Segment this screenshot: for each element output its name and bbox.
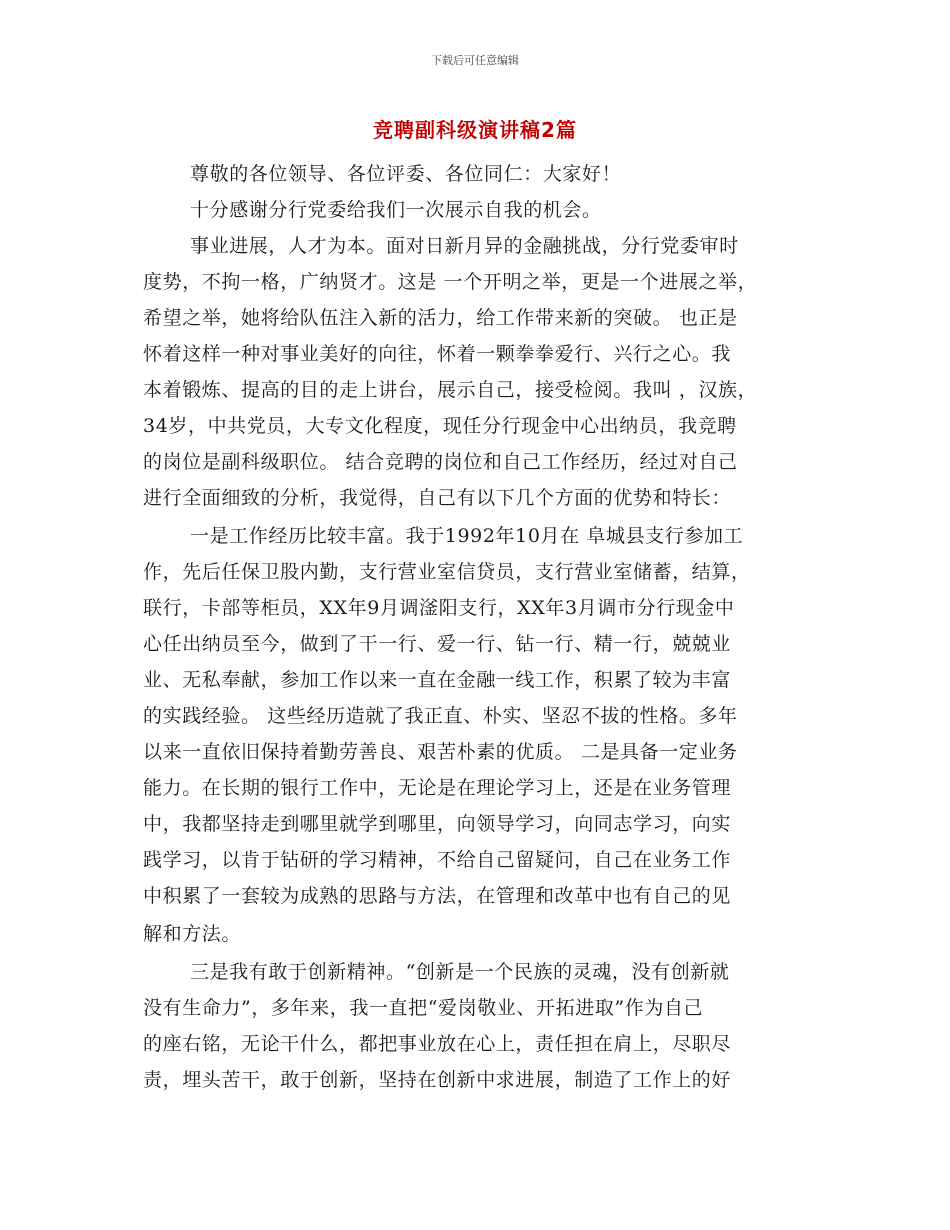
body-line: 本着锻炼、提高的目的走上讲台，展示自己，接受检阅。我叫 ，汉族， <box>143 379 758 401</box>
body-line: 作，先后任保卫股内勤，支行营业室信贷员，支行营业室储蓄，结算， <box>143 561 751 583</box>
body-line: 进行全面细致的分析，我觉得，自己有以下几个方面的优势和特长： <box>143 487 732 509</box>
body-line: 事业进展，人才为本。面对日新月异的金融挑战，分行党委审时 <box>190 235 739 257</box>
header-note: 下载后可任意编辑 <box>431 54 519 67</box>
body-line: 解和方法。 <box>143 923 242 945</box>
body-line: 度势，不拘一格，广纳贤才。这是 一个开明之举，更是一个进展之举， <box>143 271 758 293</box>
body-line: 能力。在长期的银行工作中，无论是在理论学习上，还是在业务管理 <box>143 777 732 799</box>
body-line: 三是我有敢于创新精神。“创新是一个民族的灵魂，没有创新就 <box>190 961 730 983</box>
body-line: 中积累了一套较为成熟的思路与方法，在管理和改革中也有自己的见 <box>143 885 732 907</box>
body-line: 的实践经验。 这些经历造就了我正直、朴实、坚忍不拔的性格。多年 <box>143 705 738 727</box>
body-line: 34岁，中共党员，大专文化程度，现任分行现金中心出纳员，我竞聘 <box>143 415 737 437</box>
body-line: 的岗位是副科级职位。 结合竞聘的岗位和自己工作经历，经过对自己 <box>143 451 738 473</box>
body-line: 责，埋头苦干，敢于创新，坚持在创新中求进展，制造了工作上的好 <box>143 1069 732 1091</box>
body-line: 的座右铭，无论干什么，都把事业放在心上，责任担在肩上，尽职尽 <box>143 1033 732 1055</box>
body-line: 践学习，以肯于钻研的学习精神，不给自己留疑问，自己在业务工作 <box>143 849 732 871</box>
document-title: 竞聘副科级演讲稿2篇 <box>373 118 577 142</box>
body-line: 中，我都坚持走到哪里就学到哪里，向领导学习，向同志学习，向实 <box>143 813 732 835</box>
body-line: 十分感谢分行党委给我们一次展示自我的机会。 <box>190 199 602 221</box>
body-line: 联行，卡部等柜员，XX年9月调滏阳支行，XX年3月调市分行现金中 <box>143 597 735 619</box>
body-line: 尊敬的各位领导、各位评委、各位同仁：大家好！ <box>190 163 622 185</box>
body-line: 没有生命力”，多年来，我一直把“爱岗敬业、开拓进取”作为自己 <box>143 997 704 1019</box>
body-line: 一是工作经历比较丰富。我于1992年10月在 阜城县支行参加工 <box>190 525 744 547</box>
body-line: 业、无私奉献，参加工作以来一直在金融一线工作，积累了较为丰富 <box>143 669 732 691</box>
body-line: 以来一直依旧保持着勤劳善良、艰苦朴素的优质。 二是具备一定业务 <box>143 741 738 763</box>
body-line: 心任出纳员至今，做到了干一行、爱一行、钻一行、精一行，兢兢业 <box>143 633 732 655</box>
body-line: 怀着这样一种对事业美好的向往，怀着一颗拳拳爱行、兴行之心。我 <box>143 343 732 365</box>
body-line: 希望之举，她将给队伍注入新的活力，给工作带来新的突破。 也正是 <box>143 307 738 329</box>
